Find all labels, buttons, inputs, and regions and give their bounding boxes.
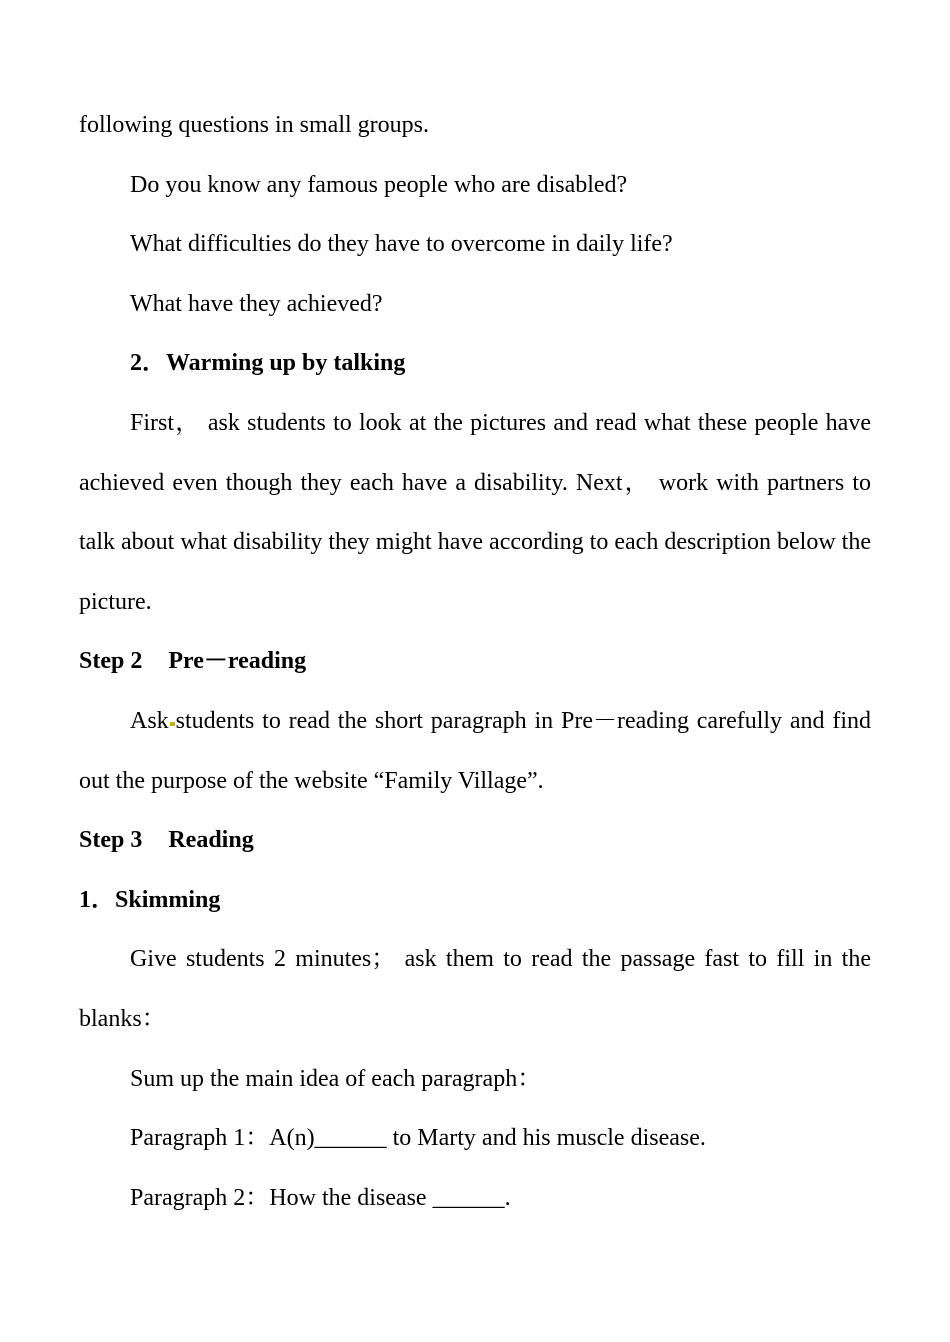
intro-line: following questions in small groups. [79, 112, 429, 138]
sum-up-line: Sum up the main idea of each paragraph： [130, 1065, 542, 1092]
question-2: What difficulties do they have to overcome in daily life? [130, 231, 673, 258]
step2-heading [79, 632, 871, 692]
warming-up-number: 2． [130, 350, 166, 377]
first-paragraph: First， ask students to look at the pictures and read what these people have achieved even though they each have a disability. Next， work with partners to talk about what disability they might have according to each description below the picture. [79, 409, 871, 615]
step3-title: Reading [168, 827, 254, 854]
document-page [79, 96, 871, 1228]
ask-word: Ask [130, 707, 169, 734]
highlight-mark [170, 722, 175, 726]
give-paragraph: Give students 2 minutes； ask them to read the passage fast to fill in the blanks： [79, 946, 871, 1032]
ask-rest: students to read the short paragraph in Pre－reading carefully and find out the purpose of the website “Family Village”. [79, 707, 871, 794]
paragraph-1-line: Paragraph 1：A(n)______ to Marty and his muscle disease. [130, 1125, 706, 1152]
step3-heading [79, 811, 871, 871]
question-1: Do you know any famous people who are disabled? [130, 171, 628, 198]
step2-label: Step 2 [79, 648, 143, 675]
step2-title: Pre－reading [168, 648, 307, 675]
skimming-heading [79, 871, 871, 931]
step3-label: Step 3 [79, 827, 143, 854]
skimming-title: Skimming [115, 886, 221, 913]
skimming-number: 1． [79, 886, 115, 913]
paragraph-2-line: Paragraph 2：How the disease ______. [130, 1184, 511, 1211]
question-3: What have they achieved? [130, 290, 383, 317]
ask-paragraph [79, 692, 871, 811]
warming-up-title: Warming up by talking [166, 350, 406, 377]
warming-up-heading [79, 334, 871, 394]
